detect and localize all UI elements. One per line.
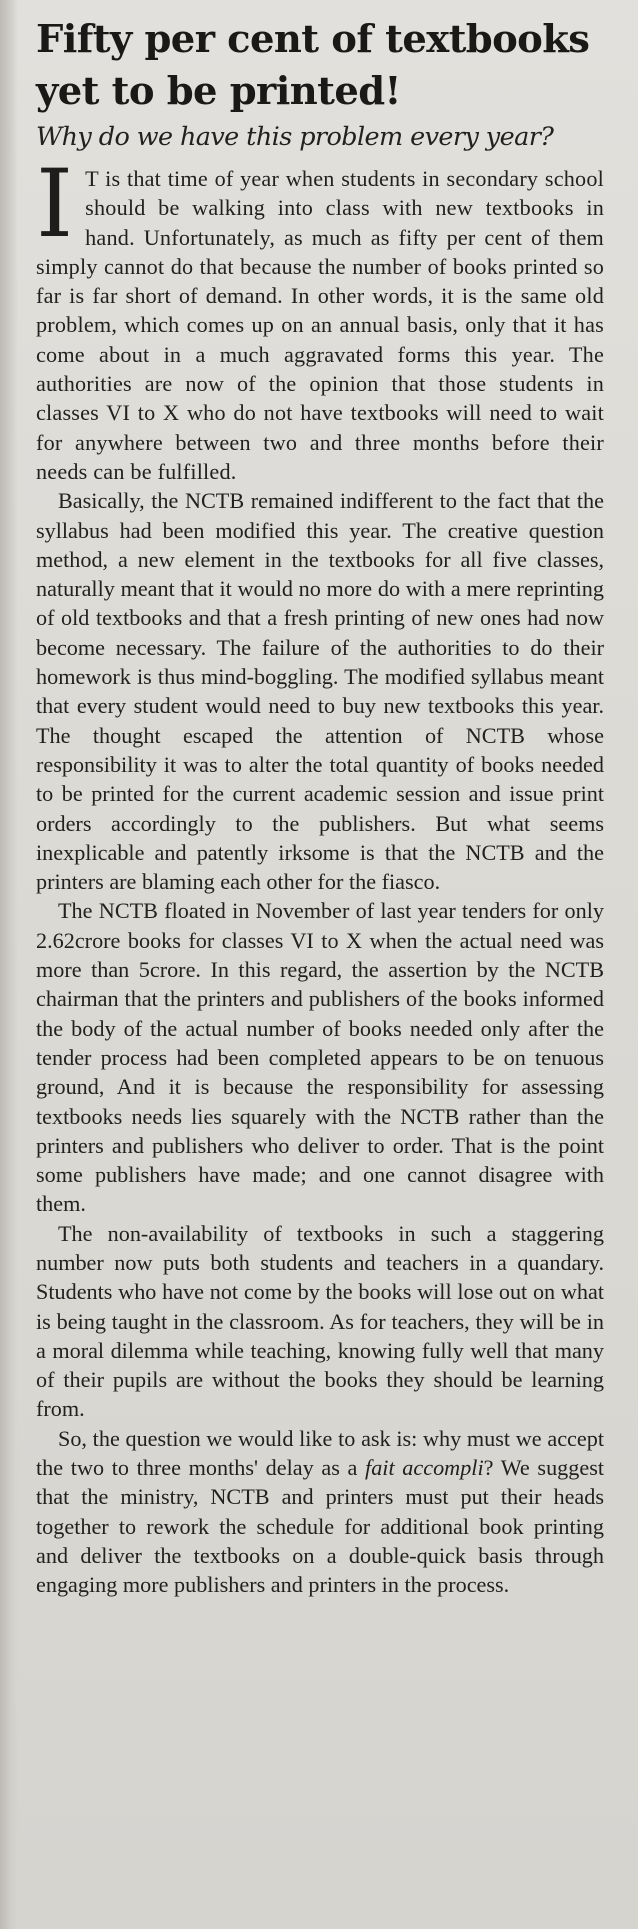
paragraph-5-italic-phrase: fait accompli: [365, 1455, 484, 1481]
paragraph-1-text: T is that time of year when students in secondary school should be walking into class with new textbooks in hand. Unfortunately, as much as fifty per cent of them simply cannot do that because the number of books printed so far is far short of demand. In other words, it is the same old problem, which comes up on an annual basis, only that it has come about in a much aggravated forms this year. The authorities are now of the opinion that those students in classes VI to X who do not have textbooks will need to wait for anywhere between two and three months before their needs can be fulfilled.: [36, 166, 604, 484]
paragraph-5-text-a: So, the question we would like to ask is: why must we accept the two to three months' delay as a: [36, 1425, 604, 1481]
paragraph-2: Basically, the NCTB remained indifferent to the fact that the syllabus had been modified this year. The creative question method, a new element in the textbooks for all five classes, naturally meant that it would no more do with a mere reprinting of old textbooks and that a fresh printing of new ones had now become necessary. The failure of the authorities to do their homework is thus mind-boggling. The modified syllabus meant that every student would need to buy new textbooks this year. The thought escaped the attention of NCTB whose responsibility it was to alter the total quantity of books needed to be printed for the current academic session and issue print orders accordingly to the publishers. But what seems inexplicable and patently irksome is that the NCTB and the printers are blaming each other for the fiasco.: [36, 488, 604, 895]
paragraph-5: [36, 1424, 604, 1600]
paragraph-4: The non-availability of textbooks in such a staggering number now puts both students and teachers in a quandary. Students who have not come by the books will lose out on what is being taught in the classroom. As for teachers, they will be in a moral dilemma while teaching, knowing fully well that many of their pupils are without the books they should be learning from.: [36, 1220, 604, 1422]
headline: [36, 14, 604, 118]
paper-edge-shadow: [0, 0, 18, 1929]
paragraph-3: The NCTB floated in November of last year tenders for only 2.62crore books for classes VI to X when the actual need was more than 5crore. In this regard, the assertion by the NCTB chairman that the printers and publishers of the books informed the body of the actual number of books needed only after the tender process had been completed appears to be on tenuous ground, And it is because the responsibility for assessing textbooks needs lies squarely with the NCTB rather than the printers and publishers who deliver to order. That is the point some publishers have made; and one cannot disagree with them.: [36, 898, 604, 1217]
subheadline: Why do we have this problem every year?: [36, 122, 554, 152]
drop-cap: I: [36, 150, 74, 259]
headline-line-1: Fifty per cent of textbooks: [36, 17, 590, 62]
paragraph-5-text-b: ? We suggest that the ministry, NCTB and printers must put their heads together to rework the schedule for additional book printing and deliver the textbooks on a double-quick basis through engaging more publishers and printers in the process.: [36, 1455, 604, 1598]
editorial-article: [36, 14, 604, 1600]
paragraph-1: [36, 150, 604, 486]
headline-line-2: yet to be printed!: [36, 69, 401, 114]
article-body: [36, 150, 604, 1600]
